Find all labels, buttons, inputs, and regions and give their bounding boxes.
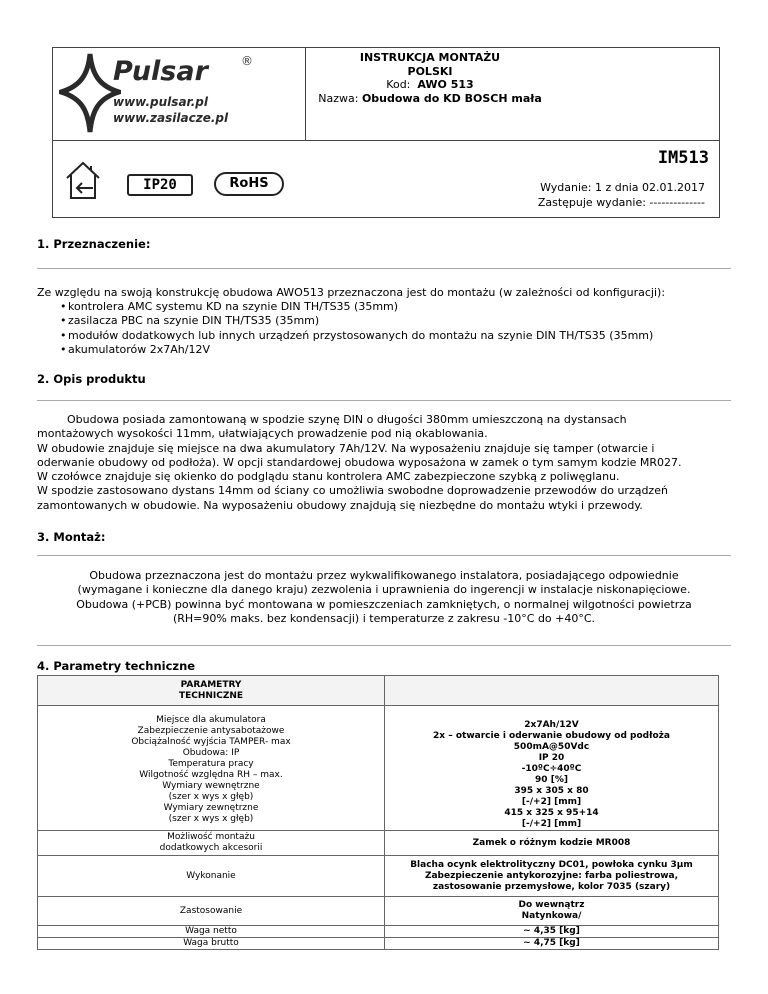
pulsar-logo-icon [59,52,121,134]
section-2-line: oderwanie obudowy od podłoża). W opcji standardowej obudowa wyposażona w zamek o tym samym kodzie MR027. [37,455,682,469]
spec-header-left: PARAMETRY TECHNICZNE [38,676,385,706]
table-row [38,831,719,856]
section-1-list [40,300,653,357]
header-title-block [305,51,555,105]
header-divider-horizontal [53,140,719,141]
table-row [38,856,719,897]
table-row [38,897,719,926]
header-box [52,47,720,218]
edition-text: Wydanie: 1 z dnia 02.01.2017 [540,181,705,194]
rohs-badge: RoHS [214,172,284,196]
section-1-rule [37,268,731,269]
spec-accessory-label: Możliwość montażu dodatkowych akcesorii [38,831,385,856]
list-item: • modułów dodatkowych lub innych urządzeń przystosowanych do montażu na szynie DIN TH/TS35 (35mm) [40,329,653,343]
section-2-title: 2. Opis produktu [37,372,146,386]
edition-block [538,180,705,210]
logo-wordmark: Pulsar [113,56,208,87]
logo-url-zasilacze: www.zasilacze.pl [113,111,229,125]
spec-net-label: Waga netto [38,926,385,938]
name-label: Nazwa: [318,91,359,105]
section-3-line: (RH=90% maks. bez kondensacji) i temperaturze z zakresu -10°C do +40°C. [172,611,596,625]
spec-table [37,675,719,950]
spec-use-value: Do wewnątrz Natynkowa/ [385,897,719,926]
list-item: • zasilacza PBC na szynie DIN TH/TS35 (35mm) [40,314,653,328]
code-label: Kod: [386,78,411,91]
spec-values-block: 2x7Ah/12V 2x – otwarcie i oderwanie obudowy od podłoża 500mA@50Vdc IP 20 -10ºC÷40ºC 90 [%] 395 x 305 x 80 [-/+2] [mm] 415 x 325 x 95+14 [-/+2] [mm] [385,706,719,831]
section-3-line: Obudowa (+PCB) powinna być montowana w pomieszczeniach zamkniętych, o normalnej wilgotności powietrza [76,597,692,611]
indoor-house-icon [63,158,103,202]
table-row [38,706,719,831]
spec-gross-label: Waga brutto [38,938,385,950]
spec-labels-block: Miejsce dla akumulatora Zabezpieczenie antysabotażowe Obciążalność wyjścia TAMPER- max Obudowa: IP Temperatura pracy Wilgotność względna RH – max. Wymiary wewnętrzne (szer x wys x głęb) Wymiary zewnętrzne (szer x wys x głęb) [38,706,385,831]
table-row [38,676,719,706]
doc-name-line [305,92,555,106]
section-4-title: 4. Parametry techniczne [37,659,196,673]
registered-mark: ® [241,54,253,68]
section-1-intro: Ze względu na swoją konstrukcję obudowa AWO513 przeznaczona jest do montażu (w zależności od konfiguracji): [37,286,666,299]
spec-use-label: Zastosowanie [38,897,385,926]
table-row [38,938,719,950]
list-item: • akumulatorów 2x7Ah/12V [40,343,653,357]
doc-code: IM513 [657,148,709,168]
section-3-line: (wymagane i konieczne dla danego kraju) zezwolenia i uprawnienia do ingerencji w instalacje niskonapięciowe. [77,583,691,597]
table-row [38,926,719,938]
section-3-rule-bottom [37,645,731,646]
ip20-badge: IP20 [127,174,193,196]
logo-url-pulsar: www.pulsar.pl [113,95,209,109]
section-2-line: zamontowanych w obudowie. Na wyposażeniu obudowy znajdują się niezbędne do montażu wtyki i przewody. [37,498,643,512]
section-3-body [37,569,731,626]
section-2-line: W czołówce znajduje się okienko do podglądu stanu kontrolera AMC zabezpieczone szybką z poliwęglanu. [37,470,620,484]
section-2-body [37,413,682,513]
name-value: Obudowa do KD BOSCH mała [361,91,542,105]
doc-code-line [305,78,555,92]
spec-header-right [385,676,719,706]
doc-language: POLSKI [407,64,453,78]
section-2-rule [37,400,731,401]
spec-make-label: Wykonanie [38,856,385,897]
spec-gross-value: ~ 4,75 [kg] [385,938,719,950]
section-3-title: 3. Montaż: [37,530,106,544]
section-3-line: Obudowa przeznaczona jest do montażu przez wykwalifikowanego instalatora, posiadającego odpowiednie [89,569,679,582]
section-3-rule [37,555,731,556]
section-2-line: montażowych wysokości 11mm, ułatwiających prowadzenie pod nią okablowania. [37,427,488,441]
section-2-line: W spodzie zastosowano dystans 14mm od ściany co umożliwia swobodne doprowadzenie przewodów do urządzeń [37,484,668,498]
list-item: • kontrolera AMC systemu KD na szynie DIN TH/TS35 (35mm) [40,300,653,314]
section-1-title: 1. Przeznaczenie: [37,237,151,251]
doc-title: INSTRUKCJA MONTAŻU [359,51,501,64]
code-value: AWO 513 [417,78,474,91]
spec-accessory-value: Zamek o różnym kodzie MR008 [385,831,719,856]
section-2-line: Obudowa posiada zamontowaną w spodzie szynę DIN o długości 380mm umieszczoną na dystansach [67,413,627,426]
spec-make-value: Blacha ocynk elektrolityczny DC01, powłoka cynku 3μm Zabezpieczenie antykorozyjne: farba poliestrowa, zastosowanie przemysłowe, kolor 7035 (szary) [385,856,719,897]
section-2-line: W obudowie znajduje się miejsce na dwa akumulatory 7Ah/12V. Na wyposażeniu znajduje się tamper (otwarcie i [37,441,655,455]
spec-net-value: ~ 4,35 [kg] [385,926,719,938]
replaces-text: Zastępuje wydanie: -------------- [537,196,705,209]
